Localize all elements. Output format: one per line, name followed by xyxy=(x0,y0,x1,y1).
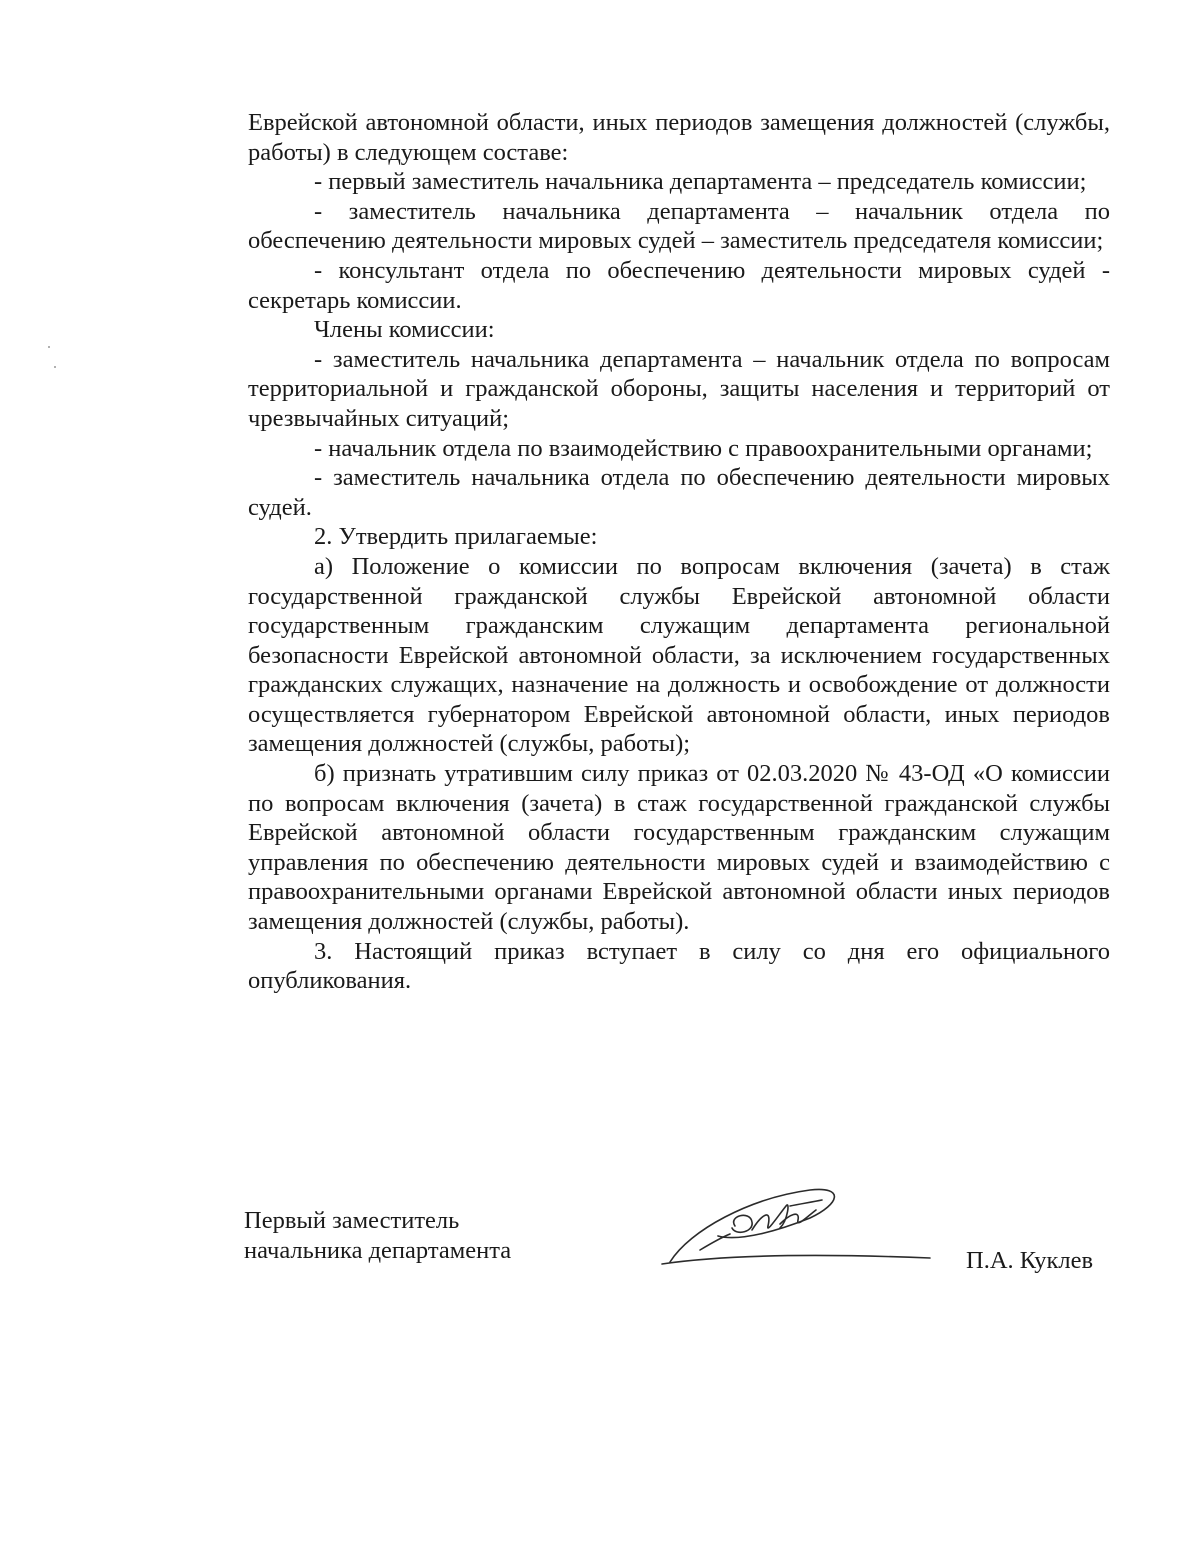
paragraph-item-2b: б) признать утратившим силу приказ от 02.03.2020 № 43-ОД «О комиссии по вопросам включения (зачета) в стаж государственной гражданской службы Еврейской автономной области государственным гражданским служащим управления по обеспечению деятельности мировых судей и взаимодействию с правоохранительными органами Еврейской автономной области иных периодов замещения должностей (службы, работы). xyxy=(248,760,1110,936)
paragraph-deputy-chairman: - заместитель начальника департамента – начальник отдела по обеспечению деятельности мировых судей – заместитель председателя комиссии; xyxy=(248,197,1110,255)
paragraph-member-1: - заместитель начальника департамента – начальник отдела по вопросам территориальной и гражданской обороны, защиты населения и территорий от чрезвычайных ситуаций; xyxy=(248,345,1110,432)
paragraph-secretary: - консультант отдела по обеспечению деятельности мировых судей - секретарь комиссии. xyxy=(248,256,1110,314)
paragraph-member-3: - заместитель начальника отдела по обеспечению деятельности мировых судей. xyxy=(248,464,1110,521)
signatory-name: П.А. Куклев xyxy=(966,1247,1094,1274)
paragraph-item-2: 2. Утвердить прилагаемые: xyxy=(314,523,598,551)
paragraph-chairman: - первый заместитель начальника департамента – председатель комиссии; xyxy=(314,168,1087,196)
document-body xyxy=(248,108,1110,996)
signatory-position-line-1: Первый заместитель xyxy=(244,1207,460,1234)
handwritten-signature-icon xyxy=(640,1180,940,1290)
paragraph-members-heading: Члены комиссии: xyxy=(314,316,495,344)
scan-speck xyxy=(54,366,56,368)
paragraph-member-2: - начальник отдела по взаимодействию с правоохранительными органами; xyxy=(314,434,1093,462)
signatory-position-line-2: начальника департамента xyxy=(244,1237,512,1264)
paragraph-item-2a: а) Положение о комиссии по вопросам включения (зачета) в стаж государственной гражданской службы Еврейской автономной области государственным гражданским служащим департамента региональной безопасности Еврейской автономной области, за исключением государственных гражданских служащих, назначение на должность и освобождение от должности осуществляется губернатором Еврейской автономной области, иных периодов замещения должностей (службы, работы); xyxy=(248,552,1110,758)
paragraph-composition-intro: Еврейской автономной области, иных периодов замещения должностей (службы, работы) в следующем составе: xyxy=(248,109,1110,166)
paragraph-item-3: 3. Настоящий приказ вступает в силу со дня его официального опубликования. xyxy=(248,937,1110,995)
scan-speck xyxy=(48,346,50,348)
signatory-position xyxy=(244,1206,511,1266)
